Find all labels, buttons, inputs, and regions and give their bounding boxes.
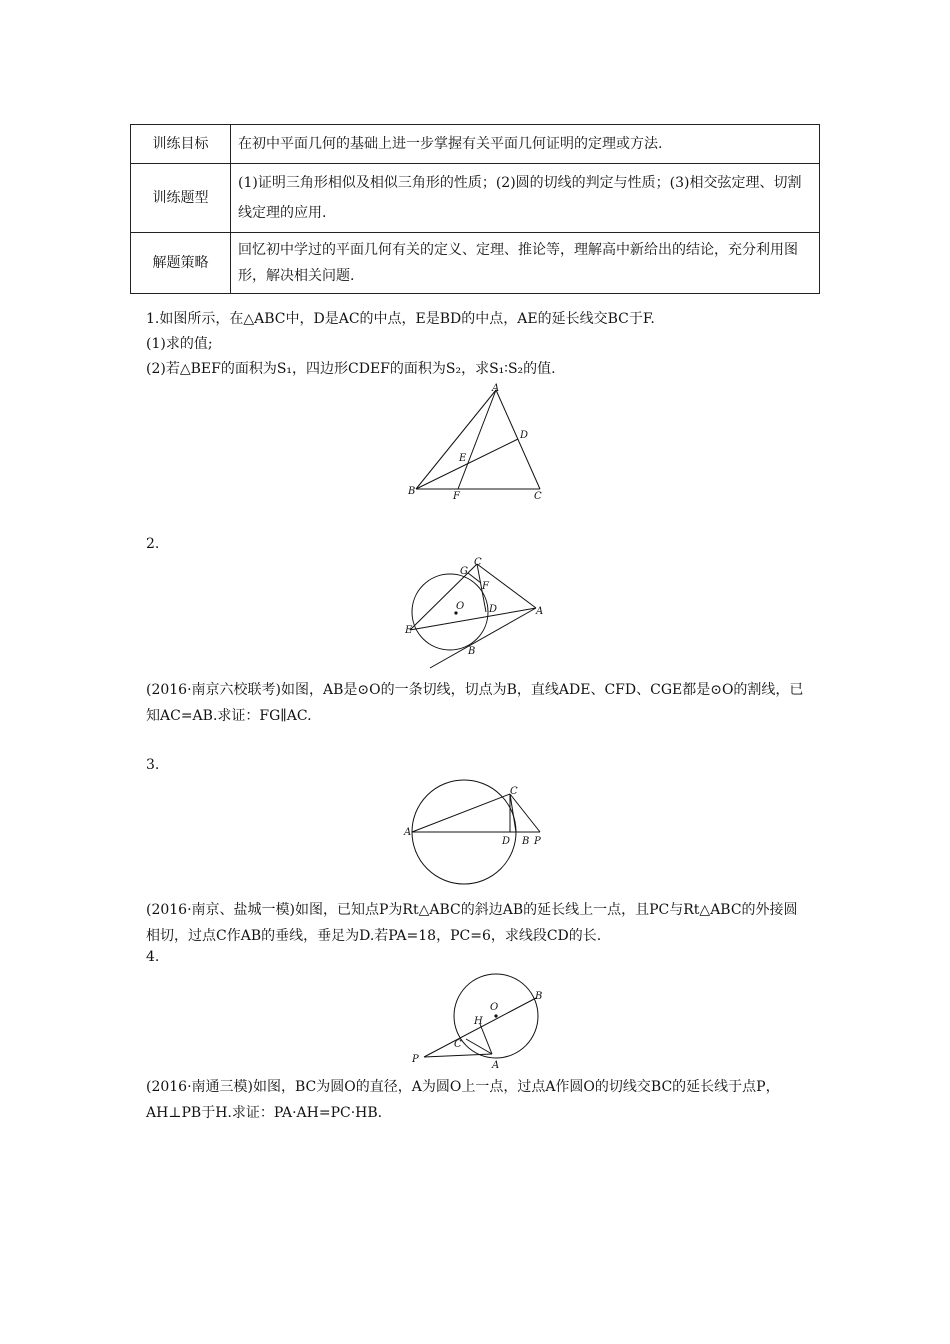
point-label-a: A — [536, 606, 544, 617]
problem-3-statement: (2016·南京、盐城一模)如图，已知点P为Rt△ABC的斜边AB的延长线上一点，且PC与Rt△ABC的外接圆相切，过点C作AB的垂线，垂足为D.若PA=18，PC=6，求线段CD的长. — [146, 902, 798, 944]
problem-1-part-1: (1)求的值; — [146, 336, 213, 352]
figure-2-circle-secants — [400, 556, 560, 676]
point-label-f: F — [482, 581, 489, 592]
row-text: (1)证明三角形相似及相似三角形的性质；(2)圆的切线的判定与性质；(3)相交弦定理、切割线定理的应用. — [231, 164, 820, 233]
point-label-a: A — [492, 383, 500, 394]
point-label-b: B — [535, 991, 543, 1002]
row-text: 在初中平面几何的基础上进一步掌握有关平面几何证明的定理或方法. — [231, 125, 820, 164]
point-label-h: H — [474, 1016, 483, 1027]
point-label-e: E — [459, 453, 467, 464]
point-label-d: D — [489, 604, 498, 615]
row-text: 回忆初中学过的平面几何有关的定义、定理、推论等，理解高中新给出的结论，充分利用图形，解决相关问题. — [231, 233, 820, 294]
table-row — [131, 233, 820, 294]
point-label-p: P — [412, 1054, 419, 1065]
point-label-b: B — [522, 836, 530, 847]
row-label: 解题策略 — [131, 233, 231, 294]
problem-1-statement: 1.如图所示，在△ABC中，D是AC的中点，E是BD的中点，AE的延长线交BC于F. — [146, 311, 655, 327]
row-label: 训练目标 — [131, 125, 231, 164]
point-label-c: C — [454, 1039, 462, 1050]
point-label-b: B — [468, 646, 476, 657]
point-label-g: G — [460, 566, 468, 577]
point-label-e: E — [405, 625, 413, 636]
training-info-table — [130, 124, 820, 294]
point-label-c: C — [510, 786, 518, 797]
problem-2-statement: (2016·南京六校联考)如图，AB是⊙O的一条切线，切点为B，直线ADE、CFD、CGE都是⊙O的割线，已知AC=AB.求证：FG∥AC. — [146, 682, 804, 724]
figure-3-circle-tangent — [400, 776, 560, 898]
point-label-d: D — [502, 836, 511, 847]
point-label-f: F — [453, 491, 460, 502]
figure-4-circle-diameter — [400, 968, 560, 1074]
point-label-o: O — [490, 1002, 499, 1013]
problem-4-number: 4. — [146, 949, 160, 965]
point-label-d: D — [520, 430, 529, 441]
figure-1-triangle — [400, 382, 560, 504]
problem-2-number: 2. — [146, 536, 160, 552]
table-row — [131, 125, 820, 164]
problem-3-number: 3. — [146, 757, 160, 773]
point-label-c: C — [474, 557, 482, 568]
point-label-c: C — [534, 491, 542, 502]
point-label-p: P — [534, 836, 541, 847]
point-label-a: A — [492, 1060, 500, 1071]
point-label-o: O — [456, 601, 465, 612]
problem-1-part-2: (2)若△BEF的面积为S₁，四边形CDEF的面积为S₂，求S₁∶S₂的值. — [146, 361, 556, 377]
row-label: 训练题型 — [131, 164, 231, 233]
table-row — [131, 164, 820, 233]
point-label-b: B — [408, 486, 416, 497]
point-label-a: A — [404, 827, 412, 838]
problem-4-statement: (2016·南通三模)如图，BC为圆O的直径，A为圆O上一点，过点A作圆O的切线交BC的延长线于点P，AH⊥PB于H.求证：PA·AH=PC·HB. — [146, 1079, 780, 1121]
